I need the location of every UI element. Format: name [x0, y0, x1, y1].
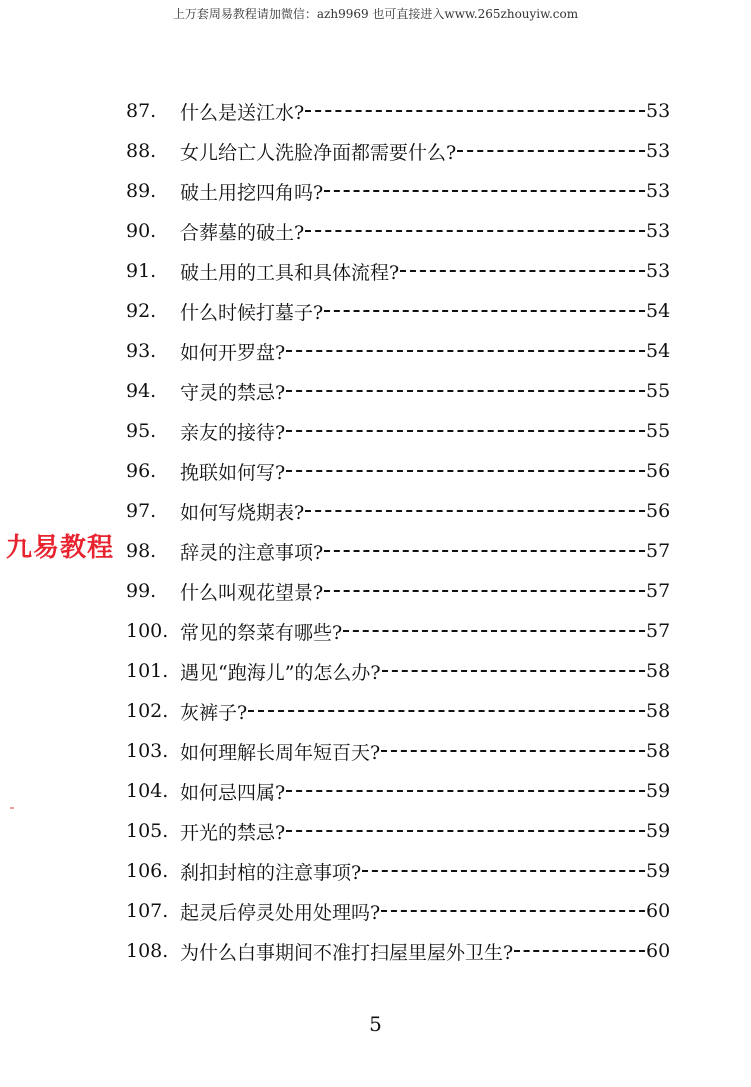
toc-entry-title: 什么时候打墓子? [180, 301, 324, 324]
toc-entry [126, 571, 670, 611]
page-header: 上万套周易教程请加微信：azh9969 也可直接进入www.265zhouyiw.com [172, 7, 579, 21]
toc-entry-number: 95. [126, 420, 157, 442]
toc-entry-page: 58 [646, 740, 671, 762]
toc-entry-number: 101. [126, 660, 169, 682]
toc-leader-dashes [286, 430, 645, 432]
toc-entry-page: 58 [646, 700, 671, 722]
toc-leader-dashes [248, 710, 645, 712]
toc-entry-number: 88. [126, 140, 157, 162]
toc-entry-number: 108. [126, 940, 169, 962]
toc-entry [126, 731, 670, 771]
toc-entry [126, 211, 670, 251]
toc-entry-number: 96. [126, 460, 157, 482]
toc-leader-dashes [286, 350, 645, 352]
toc-entry [126, 771, 670, 811]
toc-entry-title: 开光的禁忌? [180, 821, 286, 844]
toc-entry-title: 女儿给亡人洗脸净面都需要什么? [180, 141, 457, 164]
toc-entry-title: 挽联如何写? [180, 461, 286, 484]
toc-entry-title: 破土用挖四角吗? [180, 181, 324, 204]
toc-entry-page: 53 [646, 140, 671, 162]
toc-entry-number: 102. [126, 700, 169, 722]
toc-leader-dashes [305, 230, 645, 232]
toc-entry-title: 如何写烧期表? [180, 501, 305, 524]
toc-entry-number: 90. [126, 220, 157, 242]
toc-entry-page: 59 [646, 860, 671, 882]
toc-entry-title: 遇见“跑海儿”的怎么办? [180, 661, 381, 684]
toc-entry [126, 651, 670, 691]
toc-entry-page: 57 [646, 540, 671, 562]
toc-entry-page: 57 [646, 580, 671, 602]
toc-entry [126, 811, 670, 851]
toc-leader-dashes [286, 830, 645, 832]
toc-entry-page: 55 [646, 380, 671, 402]
toc-entry-number: 107. [126, 900, 169, 922]
toc-leader-dashes [324, 550, 645, 552]
toc-entry-title: 什么是送江水? [180, 101, 305, 124]
toc-entry [126, 411, 670, 451]
toc-entry [126, 131, 670, 171]
toc-entry [126, 371, 670, 411]
toc-entry-number: 92. [126, 300, 157, 322]
toc-entry-number: 99. [126, 580, 157, 602]
toc-leader-dashes [324, 590, 645, 592]
toc-leader-dashes [514, 950, 645, 952]
toc-entry-title: 如何忌四属? [180, 781, 286, 804]
toc-entry [126, 931, 670, 971]
toc-entry-page: 53 [646, 180, 671, 202]
toc-entry [126, 851, 670, 891]
toc-leader-dashes [286, 390, 645, 392]
toc-entry-title: 如何理解长周年短百天? [180, 741, 381, 764]
toc-entry-title: 守灵的禁忌? [180, 381, 286, 404]
toc-entry-title: 亲友的接待? [180, 421, 286, 444]
toc-entry-page: 54 [646, 340, 671, 362]
toc-entry-number: 104. [126, 780, 169, 802]
toc-entry-number: 87. [126, 100, 157, 122]
toc-entry-number: 98. [126, 540, 157, 562]
toc-leader-dashes [343, 630, 645, 632]
toc-entry [126, 171, 670, 211]
toc-entry-page: 56 [646, 500, 671, 522]
toc-entry-number: 97. [126, 500, 157, 522]
toc-entry-page: 56 [646, 460, 671, 482]
toc-entry-title: 为什么白事期间不准打扫屋里屋外卫生? [180, 941, 514, 964]
page-number: 5 [369, 1012, 382, 1036]
toc-leader-dashes [362, 870, 645, 872]
toc-entry-page: 60 [646, 940, 671, 962]
toc-leader-dashes [324, 190, 645, 192]
toc-entry [126, 491, 670, 531]
toc-entry-number: 91. [126, 260, 157, 282]
toc-entry-title: 刹扣封棺的注意事项? [180, 861, 362, 884]
toc-leader-dashes [286, 790, 645, 792]
toc-entry-title: 辞灵的注意事项? [180, 541, 324, 564]
toc-entry-page: 55 [646, 420, 671, 442]
toc-entry-title: 什么叫观花望景? [180, 581, 324, 604]
toc-leader-dashes [400, 270, 645, 272]
toc-entry [126, 891, 670, 931]
toc-entry [126, 251, 670, 291]
toc-entry-title: 常见的祭菜有哪些? [180, 621, 343, 644]
toc-entry-title: 如何开罗盘? [180, 341, 286, 364]
toc-entry-title: 起灵后停灵处用处理吗? [180, 901, 381, 924]
toc-entry-number: 105. [126, 820, 169, 842]
toc-entry-page: 57 [646, 620, 671, 642]
toc-entry-page: 60 [646, 900, 671, 922]
toc-leader-dashes [382, 670, 645, 672]
toc-entry-title: 破土用的工具和具体流程? [180, 261, 400, 284]
toc-leader-dashes [381, 910, 645, 912]
toc-entry [126, 331, 670, 371]
toc-leader-dashes [305, 510, 645, 512]
toc-leader-dashes [286, 470, 645, 472]
scan-artifact [10, 807, 14, 809]
toc-entry [126, 451, 670, 491]
toc-entry [126, 291, 670, 331]
watermark-logo: 九易教程 [6, 533, 115, 563]
toc-entry-page: 53 [646, 260, 671, 282]
toc-leader-dashes [381, 750, 645, 752]
toc-entry-number: 100. [126, 620, 169, 642]
toc-entry [126, 691, 670, 731]
toc-entry-number: 93. [126, 340, 157, 362]
toc-entry-number: 89. [126, 180, 157, 202]
toc-entry-page: 53 [646, 220, 671, 242]
toc-leader-dashes [305, 110, 645, 112]
toc-entry-page: 58 [646, 660, 671, 682]
toc-entry-page: 54 [646, 300, 671, 322]
toc-leader-dashes [324, 310, 645, 312]
toc-entry-page: 53 [646, 100, 671, 122]
toc-entry-title: 合葬墓的破土? [180, 221, 305, 244]
toc-entry-title: 灰裤子? [180, 701, 248, 724]
toc-entry [126, 531, 670, 571]
toc-entry-page: 59 [646, 780, 671, 802]
toc-entry-page: 59 [646, 820, 671, 842]
toc-entry [126, 611, 670, 651]
toc-leader-dashes [457, 150, 645, 152]
toc-entry-number: 103. [126, 740, 169, 762]
toc-entry-number: 106. [126, 860, 169, 882]
toc-entry [126, 91, 670, 131]
toc-entry-number: 94. [126, 380, 157, 402]
